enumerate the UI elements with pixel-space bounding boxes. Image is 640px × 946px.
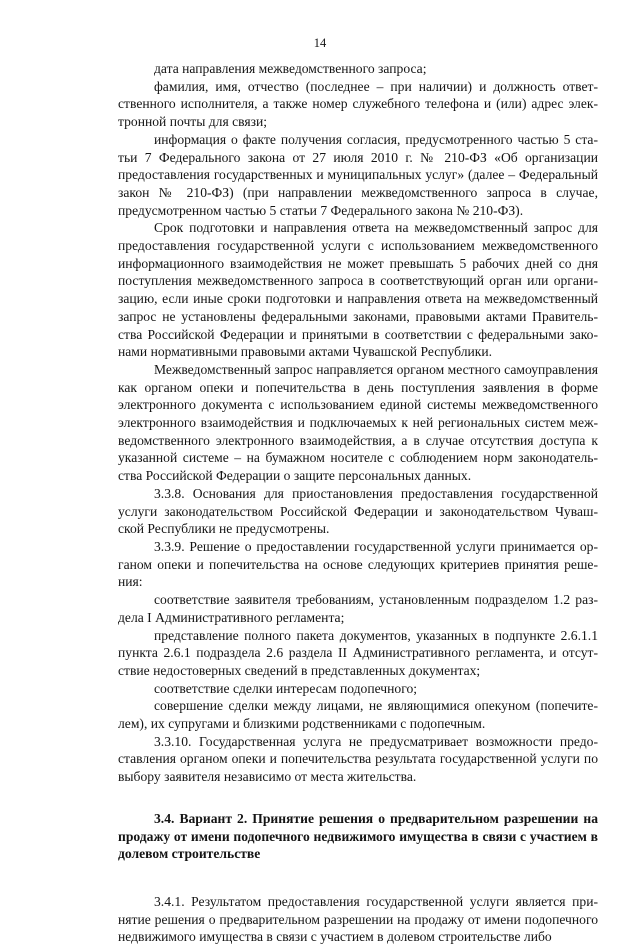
- paragraph-executor-info: фамилия, имя, отчество (последнее – при наличии) и должность ответственного исполнителя, а также номер служебного телефона и (или) адрес электронной почты для связи;: [118, 78, 598, 130]
- paragraph-3-3-9: 3.3.9. Решение о предоставлении государственной услуги принимается органом опеки и попечительства на основе следующих критериев принятия решения:: [118, 538, 598, 590]
- criterion-interests: соответствие сделки интересам подопечного;: [154, 680, 418, 696]
- page-number: 14: [313, 36, 327, 50]
- spacer: [118, 786, 598, 810]
- paragraph-response-deadline: Срок подготовки и направления ответа на межведомственный запрос для предоставления государственной услуги с использованием межведомственного информационного взаимодействия не может превышать 5 рабочих дней со дня поступления межведомственного запроса в соответствующий орган или организацию, если иные сроки подготовки и направления ответа на межведомственный запрос не установлены федеральными законами, правовыми актами Правительства Российской Федерации и принятыми в соответствии с федеральными законами нормативными правовыми актами Чувашской Республики.: [118, 220, 598, 360]
- paragraph-3-3-10: 3.3.10. Государственная услуга не предусматривает возможности предоставления органом опеки и попечительства результата государственной услуги по выбору заявителя независимо от места жительства.: [118, 733, 598, 785]
- criterion-parties: совершение сделки между лицами, не являющимися опекуном (попечителем), их супругами и близкими родственниками с подопечным.: [118, 698, 598, 732]
- paragraph-consent-info: информация о факте получения согласия, предусмотренного частью 5 статьи 7 Федерального закона от 27 июля 2010 г. № 210-ФЗ «Об организации предоставления государственных и муниципальных услуг» (далее – Федеральный закон № 210-ФЗ) (при направлении межведомственного запроса в случае, предусмотренном частью 5 статьи 7 Федерального закона № 210-ФЗ).: [118, 131, 598, 218]
- document-body: [118, 60, 598, 946]
- paragraph-request-date: дата направления межведомственного запроса;: [154, 61, 427, 76]
- paragraph-3-3-8: 3.3.8. Основания для приостановления предоставления государственной услуги законодательством Российской Федерации и законодательством Чувашской Республики не предусмотрены.: [118, 485, 598, 537]
- section-heading-3-4: 3.4. Вариант 2. Принятие решения о предварительном разрешении на продажу от имени подопечного недвижимого имущества в связи с участием в долевом строительстве: [118, 810, 598, 862]
- criterion-documents: представление полного пакета документов, указанных в подпункте 2.6.1.1 пункта 2.6.1 подраздела 2.6 раздела II Административного регламента, и отсутствие недостоверных сведений в представленных документах;: [118, 627, 598, 678]
- spacer: [118, 863, 598, 893]
- paragraph-request-sending: Межведомственный запрос направляется органом местного самоуправления как органом опеки и попечительства в день поступления заявления в форме электронного документа с использованием единой системы межведомственного электронного взаимодействия и подключаемых к ней региональных систем межведомственного электронного взаимодействия, а в случае отсутствия доступа к указанной системе – на бумажном носителе с соблюдением норм законодательства Российской Федерации о защите персональных данных.: [118, 361, 598, 484]
- criterion-applicant: соответствие заявителя требованиям, установленным подразделом 1.2 раздела I Административного регламента;: [118, 592, 598, 625]
- paragraph-3-4-1: 3.4.1. Результатом предоставления государственной услуги является принятие решения о предварительном разрешении на продажу от имени подопечного недвижимого имущества в связи с участием в долевом строительстве либо: [118, 893, 598, 945]
